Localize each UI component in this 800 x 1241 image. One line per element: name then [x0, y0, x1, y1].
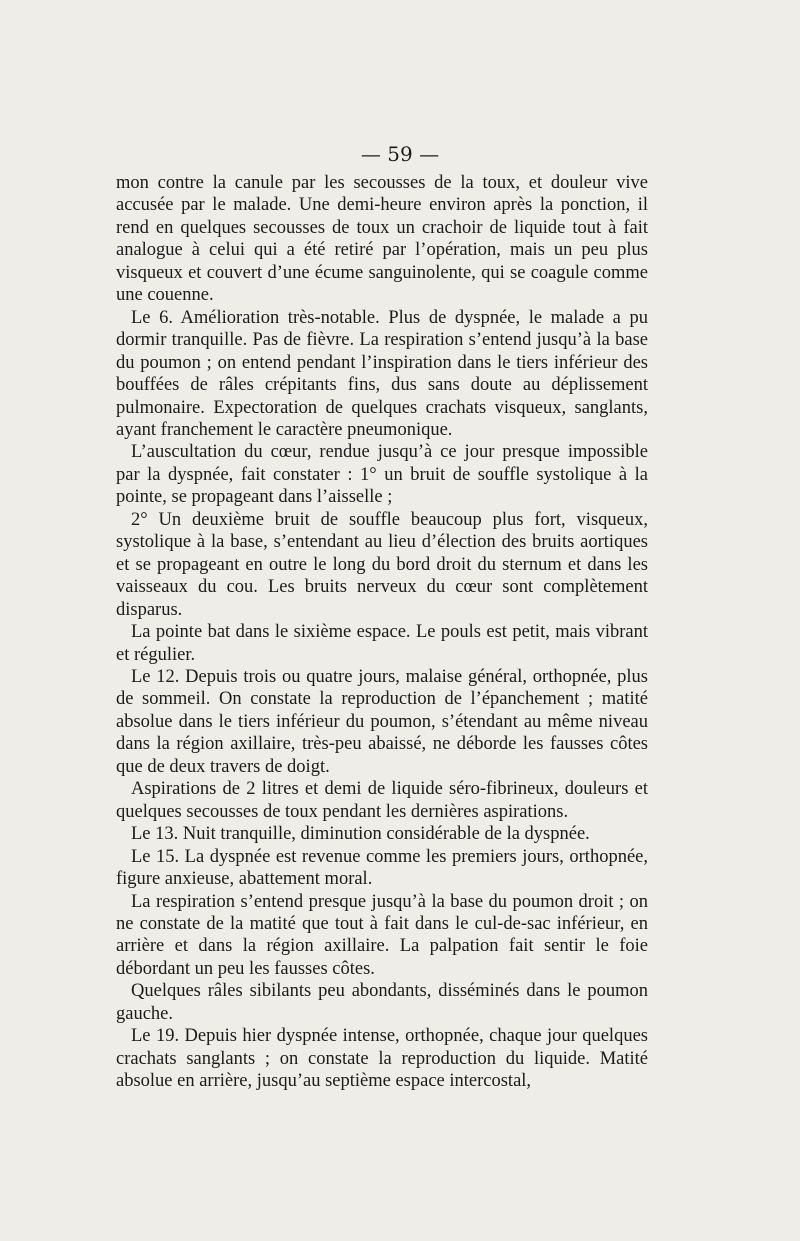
paragraph-le-19: Le 19. Depuis hier dyspnée intense, orthopnée, chaque jour quelques crachats sanglants ; on constate la reproduction du liquide. Matité absolue en arrière, jusqu’au septième espace intercostal,	[116, 1026, 648, 1092]
paragraph-continuation: mon contre la canule par les secousses de la toux, et douleur vive accusée par le malade. Une demi-heure environ après la ponction, il rend en quelques secousses de toux un crachoir de liquide tout à fait analogue à celui qui a été retiré par l’opération, mais un peu plus visqueux et couvert d’une écume sanguinolente, qui se coagule comme une couenne.	[116, 173, 648, 306]
paragraph-le-6: Le 6. Amélioration très-notable. Plus de dyspnée, le malade a pu dormir tranquille. Pas de fièvre. La respiration s’entend jusqu’à la base du poumon ; on entend pendant l’inspiration dans le tiers inférieur des bouffées de râles crépitants fins, dus sans doute au déplissement pulmonaire. Expectoration de quelques crachats visqueux, sanglants, ayant franchement le caractère pneumonique.	[116, 307, 648, 440]
paragraph-rales: Quelques râles sibilants peu abondants, disséminés dans le poumon gauche.	[116, 981, 648, 1024]
paragraph-deuxieme-bruit: 2° Un deuxième bruit de souffle beaucoup plus fort, visqueux, systolique à la base, s’entendant au lieu d’élection des bruits aortiques et se propageant en outre le long du bord droit du sternum et dans les vaisseaux du cou. Les bruits nerveux du cœur sont complètement disparus.	[116, 509, 648, 620]
body-text	[116, 172, 648, 1093]
paragraph-le-13: Le 13. Nuit tranquille, diminution considérable de la dyspnée.	[131, 824, 590, 845]
paragraph-le-12: Le 12. Depuis trois ou quatre jours, malaise général, orthopnée, plus de sommeil. On constate la reproduction de l’épanchement ; matité absolue dans le tiers inférieur du poumon, s’étendant au même niveau dans la région axillaire, très-peu abaissé, ne déborde les fausses côtes que de deux travers de doigt.	[116, 666, 648, 777]
paragraph-auscultation: L’auscultation du cœur, rendue jusqu’à ce jour presque impossible par la dyspnée, fait constater : 1° un bruit de souffle systolique à la pointe, se propageant dans l’aisselle ;	[116, 442, 648, 508]
paragraph-le-15: Le 15. La dyspnée est revenue comme les premiers jours, orthopnée, figure anxieuse, abattement moral.	[116, 846, 648, 890]
paragraph-respiration: La respiration s’entend presque jusqu’à la base du poumon droit ; on ne constate de la matité que tout à fait dans le cul-de-sac inférieur, en arrière et dans la région axillaire. La palpation fait sentir le foie débordant un peu les fausses côtes.	[116, 891, 648, 979]
paragraph-pointe: La pointe bat dans le sixième espace. Le pouls est petit, mais vibrant et régulier.	[116, 622, 648, 665]
page-number: — 59 —	[360, 142, 440, 166]
paragraph-aspirations: Aspirations de 2 litres et demi de liquide séro-fibrineux, douleurs et quelques secousses de toux pendant les dernières aspirations.	[116, 779, 648, 822]
